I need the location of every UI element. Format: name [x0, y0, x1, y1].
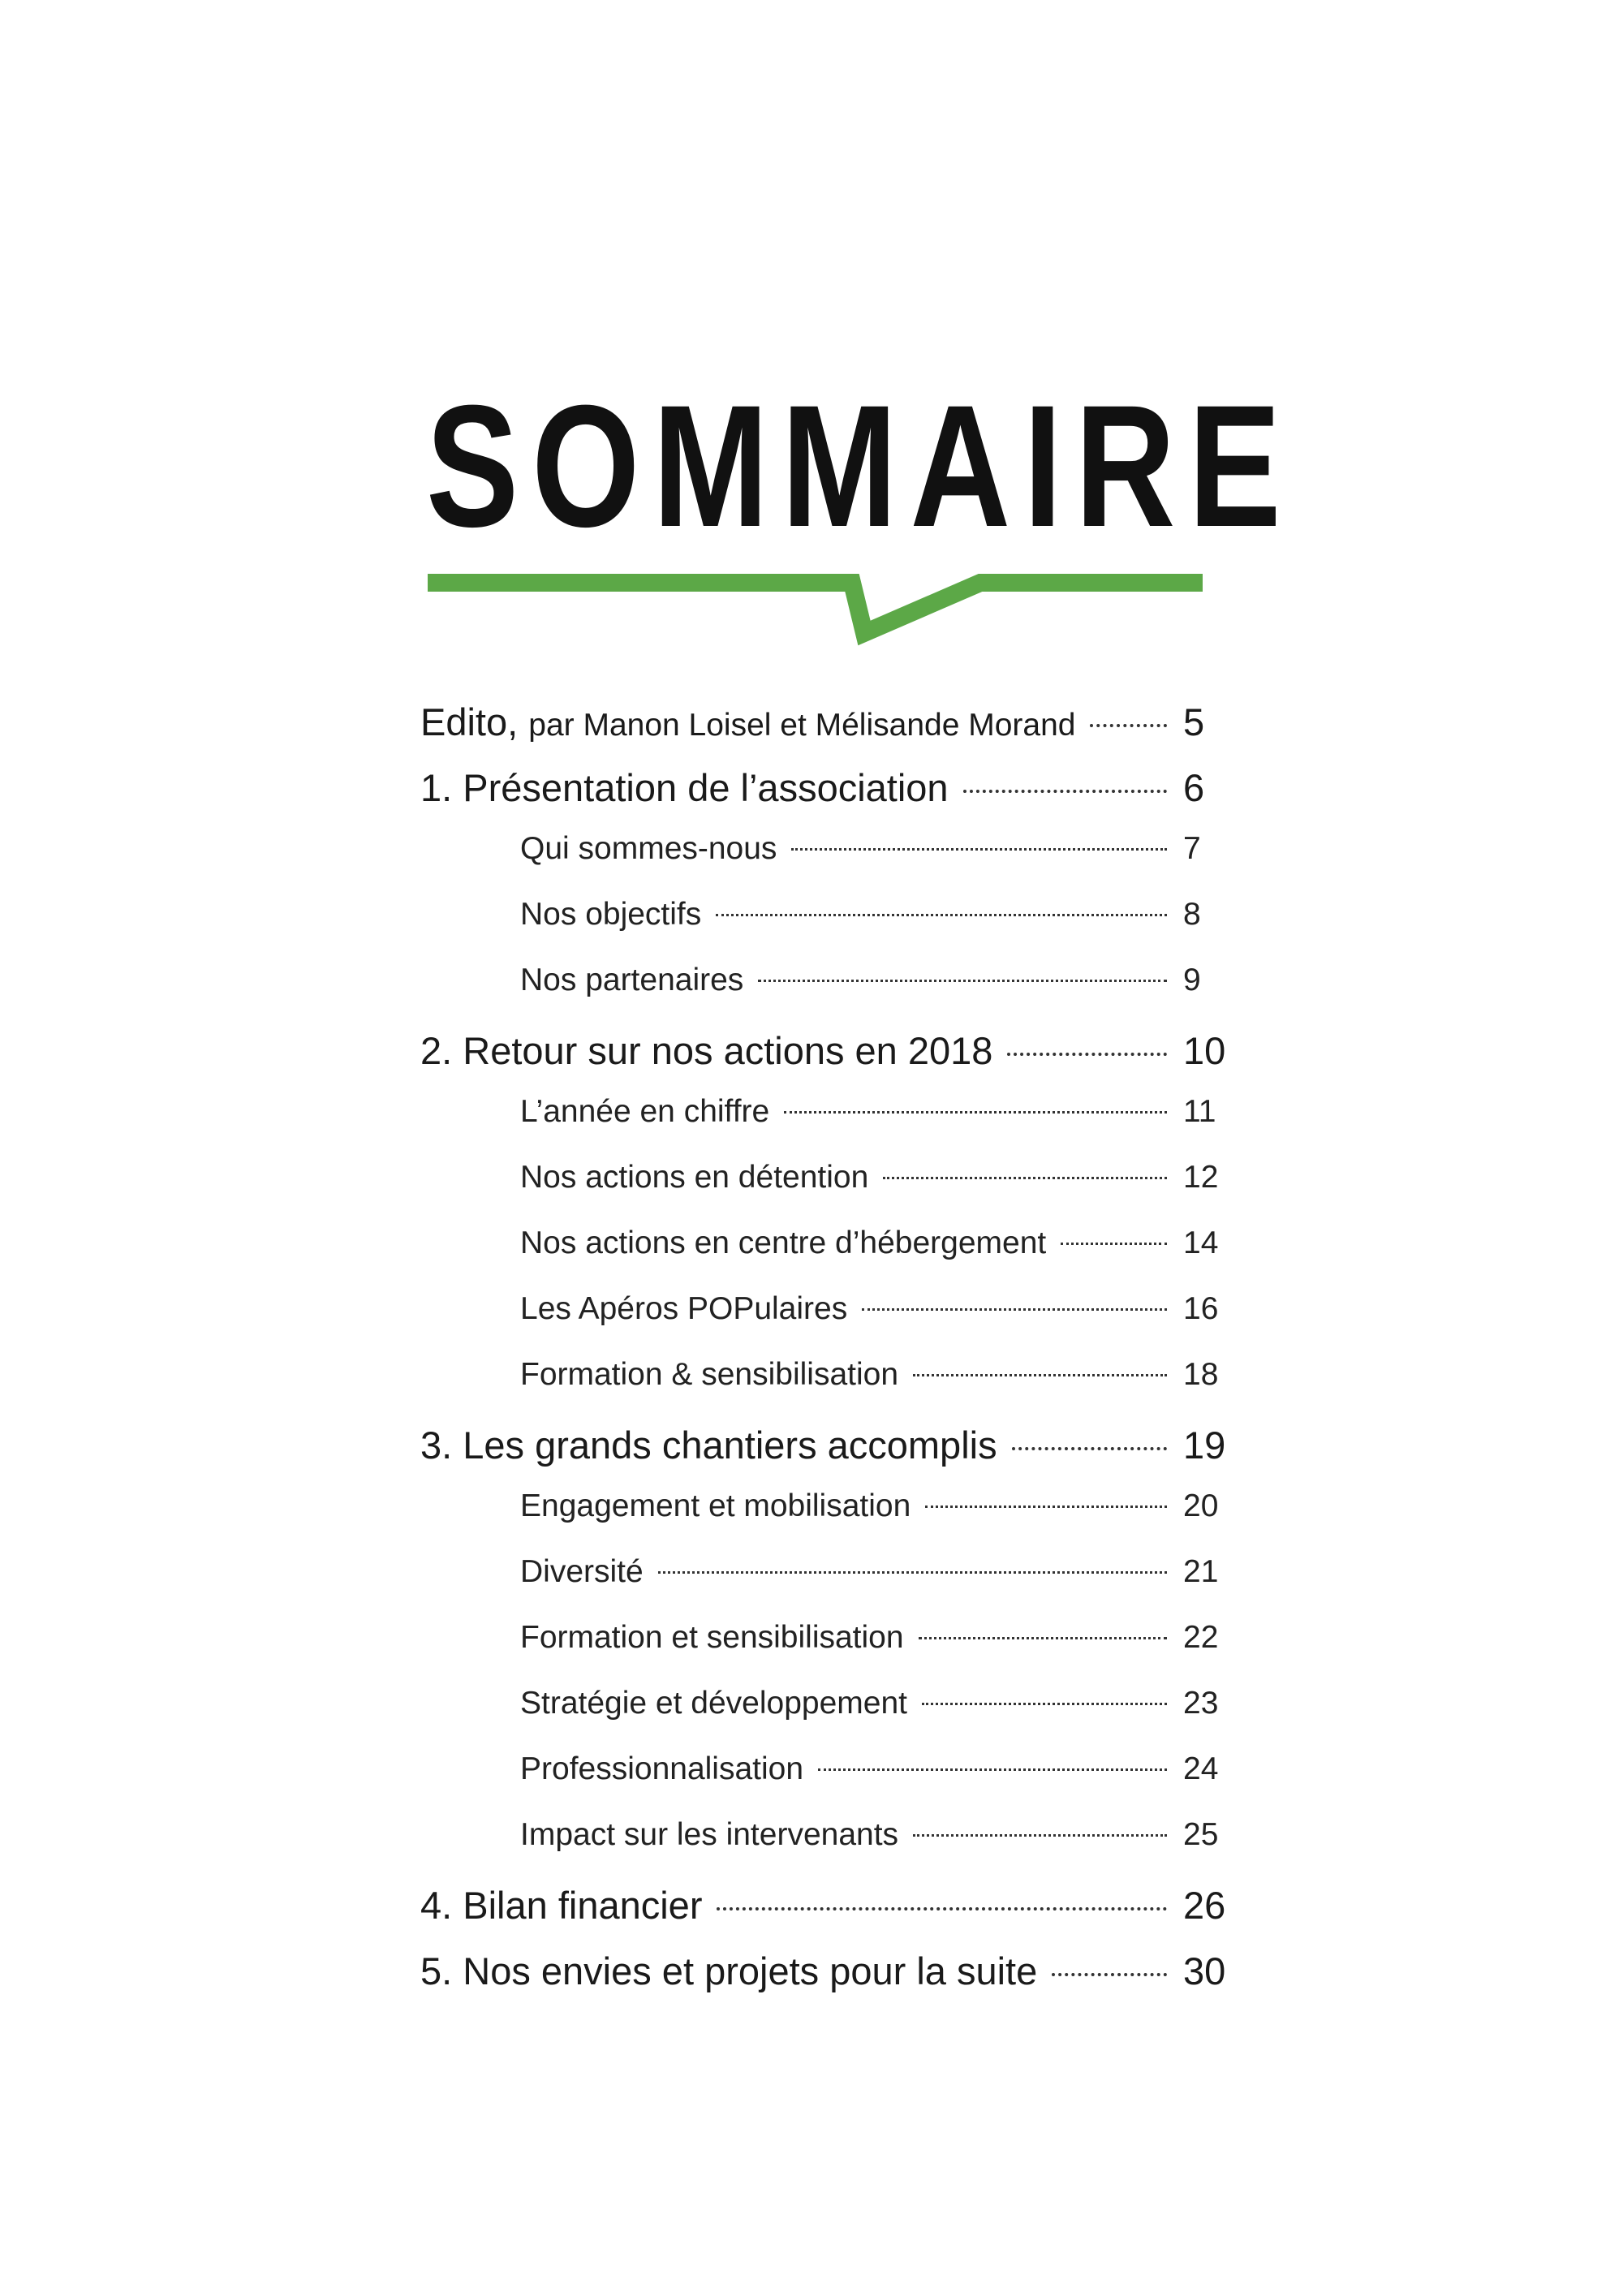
title-underline-stroke	[428, 583, 1203, 633]
leader-dots	[913, 1374, 1167, 1376]
toc-entry-section-2[interactable]	[420, 1028, 1232, 1094]
leader-dots	[922, 1703, 1167, 1705]
toc-entry-formation-sensibilisation[interactable]	[420, 1357, 1232, 1423]
toc-entry-label: 4. Bilan financier	[420, 1884, 703, 1927]
toc-entry-edito[interactable]	[420, 700, 1232, 765]
title-underline-speech-bubble	[0, 0, 1623, 730]
toc-entry-aperos-populaires[interactable]	[420, 1291, 1232, 1357]
toc-entry-label: L’année en chiffre	[520, 1094, 770, 1129]
toc-entry-section-5[interactable]	[420, 1949, 1232, 2014]
leader-dots	[1007, 1053, 1167, 1056]
toc-entry-section-4[interactable]	[420, 1883, 1232, 1949]
leader-dots	[925, 1506, 1167, 1508]
leader-dots	[862, 1308, 1167, 1311]
toc-page-number: 6	[1183, 766, 1205, 809]
toc-entry-label: 1. Présentation de l’association	[420, 766, 949, 809]
toc-entry-label: Professionnalisation	[520, 1751, 804, 1786]
toc-entry-label: Nos actions en détention	[520, 1160, 869, 1195]
toc-page-number: 7	[1183, 831, 1201, 866]
toc-page-number: 25	[1183, 1817, 1219, 1852]
toc-entry-label: 5. Nos envies et projets pour la suite	[420, 1949, 1038, 1992]
toc-page-number: 18	[1183, 1357, 1219, 1392]
toc-page-number: 11	[1183, 1094, 1216, 1129]
leader-dots	[791, 848, 1167, 851]
toc-entry-professionnalisation[interactable]	[420, 1751, 1232, 1817]
toc-entry-label: 2. Retour sur nos actions en 2018	[420, 1029, 993, 1072]
toc-entry-engagement-mobilisation[interactable]	[420, 1488, 1232, 1554]
leader-dots	[1052, 1973, 1167, 1976]
toc-page-number: 12	[1183, 1160, 1219, 1195]
toc-entry-formation-et-sensibilisation[interactable]	[420, 1620, 1232, 1686]
toc-entry-label: Impact sur les intervenants	[520, 1817, 899, 1852]
toc-entry-section-3[interactable]	[420, 1423, 1232, 1488]
toc-page-number: 10	[1183, 1029, 1226, 1072]
toc-page-number: 16	[1183, 1291, 1219, 1326]
toc-entry-label: Nos actions en centre d’hébergement	[520, 1226, 1047, 1260]
toc-entry-impact-intervenants[interactable]	[420, 1817, 1232, 1883]
leader-dots	[758, 980, 1167, 982]
toc-page-number: 21	[1183, 1554, 1219, 1589]
toc-page-number: 23	[1183, 1686, 1219, 1721]
toc-entry-label: Edito, par Manon Loisel et Mélisande Morand	[420, 700, 1076, 743]
toc-page-number: 30	[1183, 1949, 1226, 1992]
toc-entry-label: Engagement et mobilisation	[520, 1488, 911, 1523]
toc-entry-label: Les Apéros POPulaires	[520, 1291, 848, 1326]
toc-page-number: 5	[1183, 700, 1205, 743]
toc-entry-diversite[interactable]	[420, 1554, 1232, 1620]
leader-dots	[717, 1907, 1167, 1910]
toc-entry-label: Nos objectifs	[520, 897, 702, 932]
leader-dots	[919, 1637, 1167, 1639]
leader-dots	[716, 914, 1167, 916]
toc-entry-subtitle: par Manon Loisel et Mélisande Morand	[528, 708, 1076, 743]
toc-entry-annee-en-chiffre[interactable]	[420, 1094, 1232, 1160]
leader-dots	[963, 790, 1167, 793]
toc-entry-section-1[interactable]	[420, 765, 1232, 831]
toc-entry-qui-sommes-nous[interactable]	[420, 831, 1232, 897]
table-of-contents	[420, 700, 1232, 2014]
leader-dots	[883, 1177, 1167, 1179]
toc-entry-nos-partenaires[interactable]	[420, 963, 1232, 1028]
toc-entry-label: Formation & sensibilisation	[520, 1357, 899, 1392]
leader-dots	[1061, 1243, 1167, 1245]
page-title: SOMMAIRE	[426, 369, 1294, 563]
toc-entry-label: Nos partenaires	[520, 963, 744, 997]
toc-page-number: 26	[1183, 1884, 1226, 1927]
toc-page-number: 22	[1183, 1620, 1219, 1655]
toc-entry-label: Stratégie et développement	[520, 1686, 907, 1721]
toc-page-number: 14	[1183, 1226, 1219, 1260]
toc-page-number: 9	[1183, 963, 1201, 997]
toc-entry-label: Qui sommes-nous	[520, 831, 777, 866]
leader-dots	[1090, 724, 1167, 727]
leader-dots	[913, 1834, 1167, 1837]
toc-entry-actions-detention[interactable]	[420, 1160, 1232, 1226]
toc-entry-label: 3. Les grands chantiers accomplis	[420, 1424, 997, 1467]
toc-page-number: 24	[1183, 1751, 1219, 1786]
toc-page-number: 19	[1183, 1424, 1226, 1467]
toc-page-number: 20	[1183, 1488, 1219, 1523]
toc-entry-strategie-developpement[interactable]	[420, 1686, 1232, 1751]
leader-dots	[784, 1111, 1167, 1114]
leader-dots	[658, 1571, 1167, 1574]
toc-entry-actions-centre-hebergement[interactable]	[420, 1226, 1232, 1291]
toc-entry-nos-objectifs[interactable]	[420, 897, 1232, 963]
toc-entry-label: Formation et sensibilisation	[520, 1620, 904, 1655]
leader-dots	[1012, 1447, 1167, 1450]
leader-dots	[818, 1768, 1167, 1771]
toc-entry-label: Diversité	[520, 1554, 644, 1589]
toc-page-number: 8	[1183, 897, 1201, 932]
